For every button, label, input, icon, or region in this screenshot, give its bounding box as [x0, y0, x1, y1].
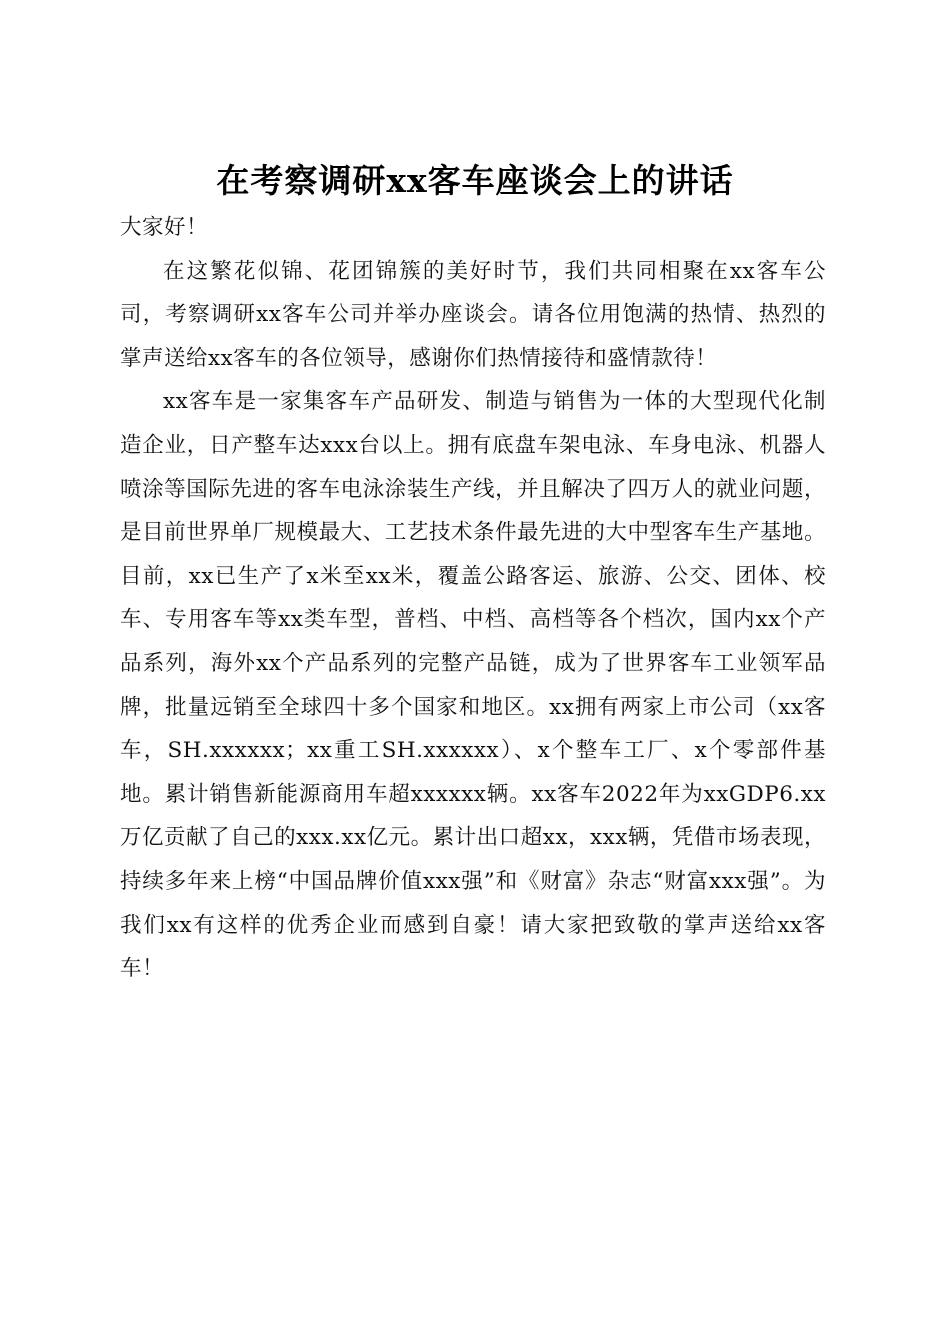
paragraph-company-intro: xx客车是一家集客车产品研发、制造与销售为一体的大型现代化制造企业，日产整车达xxx台以上。拥有底盘车架电泳、车身电泳、机器人喷涂等国际先进的客车电泳涂装生产线，并且解决了四万人的就业问题，是目前世界单厂规模最大、工艺技术条件最先进的大中型客车生产基地。目前，xx已生产了x米至xx米，覆盖公路客运、旅游、公交、团体、校车、专用客车等xx类车型，普档、中档、高档等各个档次，国内xx个产品系列，海外xx个产品系列的完整产品链，成为了世界客车工业领军品牌，批量远销至全球四十多个国家和地区。xx拥有两家上市公司（xx客车，SH.xxxxxx；xx重工SH.xxxxxx）、x个整车工厂、x个零部件基地。累计销售新能源商用车超xxxxxx辆。xx客车2022年为xxGDP6.xx万亿贡献了自己的xxx.xx亿元。累计出口超xx，xxx辆，凭借市场表现，持续多年来上榜“中国品牌价值xxx强”和《财富》杂志“财富xxx强”。为我们xx有这样的优秀企业而感到自豪！请大家把致敬的掌声送给xx客车！: [120, 389, 826, 982]
paragraph-welcome: 在这繁花似锦、花团锦簇的美好时节，我们共同相聚在xx客车公司，考察调研xx客车公司并举办座谈会。请各位用饱满的热情、热烈的掌声送给xx客车的各位领导，感谢你们热情接待和盛情款待！: [120, 258, 826, 371]
document-title: 在考察调研xx客车座谈会上的讲话: [216, 161, 734, 201]
greeting-line: 大家好！: [120, 215, 209, 240]
document-body: [120, 206, 826, 991]
